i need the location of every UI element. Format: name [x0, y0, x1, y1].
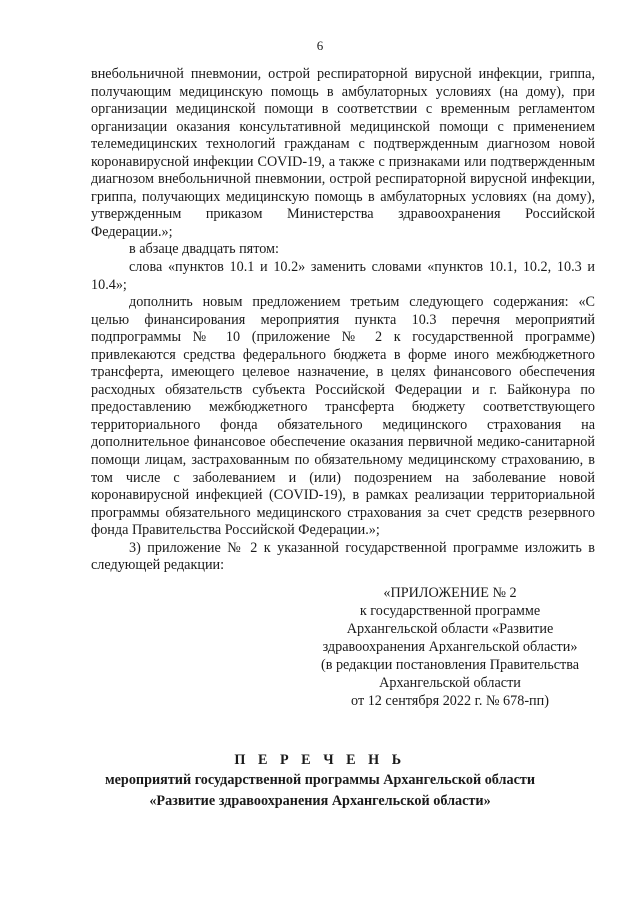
paragraph-new-sentence: дополнить новым предложением третьим следующего содержания: «С целью финансирования мероприятия пункта 10.3 перечня мероприятий подпрограммы № 10 (приложение № 2 к государственной программе) привлекаются средства федерального бюджета в форме иного межбюджетного трансферта, имеющего целевое назначение, в целях финансового обеспечения расходных обязательств субъекта Российской Федерации и г. Байконура по предоставлению межбюджетного трансферта бюджету соответствующего территориального фонда обязательного медицинского страхования на дополнительное финансовое обеспечение оказания первичной медико-санитарной помощи лицам, застрахованным по обязательному медицинскому страхованию, в том числе с заболеванием и (или) подозрением на заболевание новой коронавирусной инфекцией (COVID-19), в рамках реализации территориальной программы обязательного медицинского страхования за счет средств резервного фонда Правительства Российской Федерации.»; [91, 294, 595, 539]
page-number: 6 [316, 38, 324, 53]
appendix-line: к государственной программе [359, 603, 541, 619]
appendix-line: от 12 сентября 2022 г. № 678-пп) [351, 693, 549, 709]
appendix-block [300, 584, 600, 710]
paragraph-continuation: внебольничной пневмонии, острой респираторной вирусной инфекции, гриппа, получающим медицинскую помощь в амбулаторных условиях (на дому), при организации медицинской помощи в соответствии с временным регламентом организации оказания консультативной медицинской помощи с применением телемедицинских технологий гражданам с подтвержденным диагнозом новой коронавирусной инфекции COVID-19, а также с признаками или подтвержденным диагнозом внебольничной пневмонии, острой респираторной вирусной инфекции, гриппа, получающих медицинскую помощь в амбулаторных условиях (на дому), утвержденным приказом Министерства здравоохранения Российской Федерации.»; [91, 66, 595, 240]
paragraph-abzac-25: в абзаце двадцать пятом: [129, 241, 279, 258]
document-body [91, 66, 595, 575]
appendix-line: здравоохранения Архангельской области» [322, 639, 578, 655]
appendix-line: Архангельской области «Развитие [346, 621, 554, 637]
appendix-line: «ПРИЛОЖЕНИЕ № 2 [383, 585, 517, 601]
heading-subtitle: «Развитие здравоохранения Архангельской области» [149, 793, 491, 809]
paragraph-replace-words: слова «пунктов 10.1 и 10.2» заменить словами «пунктов 10.1, 10.2, 10.3 и 10.4»; [91, 259, 595, 293]
appendix-line: (в редакции постановления Правительства [320, 657, 580, 673]
list-heading [0, 750, 640, 812]
heading-subtitle: мероприятий государственной программы Архангельской области [104, 772, 536, 788]
appendix-line: Архангельской области [379, 675, 521, 691]
paragraph-appendix-intro: 3) приложение № 2 к указанной государственной программе изложить в следующей редакции: [91, 539, 595, 574]
heading-title: П Е Р Е Ч Е Н Ь [234, 752, 406, 768]
